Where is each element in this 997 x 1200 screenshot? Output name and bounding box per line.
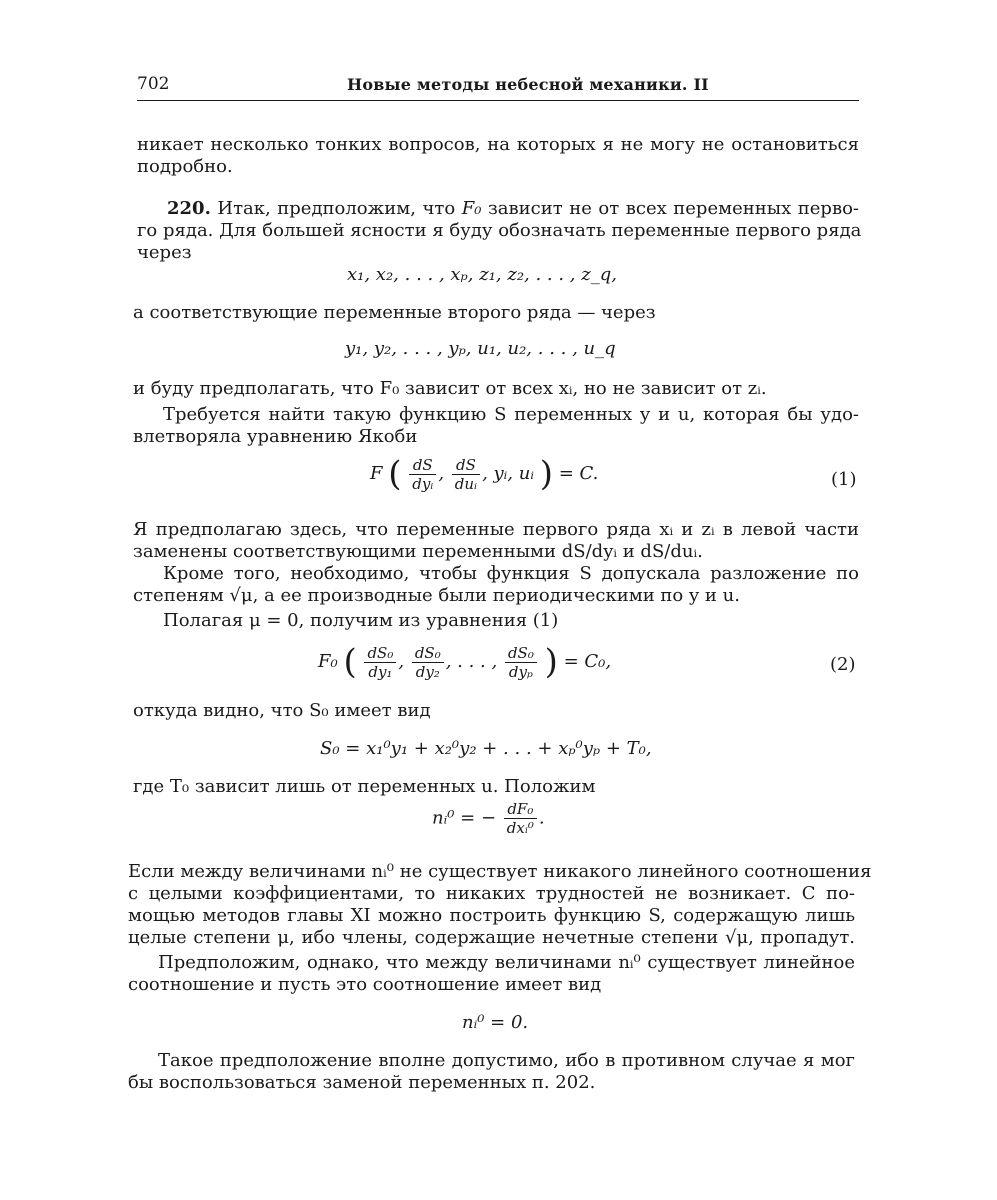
eq1-args: , yᵢ, uᵢ [482,463,534,484]
eq2-den-1: dy₁ [368,662,393,681]
eq1-den-2: duᵢ [454,474,478,493]
text-where: где T₀ зависит лишь от переменных u. Положим [133,776,596,797]
eq1-frac-1 [409,456,436,493]
intro-line-1: никает несколько тонких вопросов, на которых я не могу не остановиться [137,134,859,155]
eqn-den: dxᵢ⁰ [506,819,534,837]
eq1-rhs: = C. [558,463,599,484]
eqn-end: . [538,807,545,829]
eq2-F0: F₀ [318,651,338,672]
final-line-1: Такое предположение вполне допустимо, ибо в противном случае я мог [158,1050,855,1071]
section-number: 220. [167,198,211,219]
eq2-frac-2 [412,644,444,681]
section-line-1-b: зависит не от всех переменных перво- [487,198,859,219]
section-220 [137,198,862,264]
jacobi-paragraph [133,404,859,448]
eq1-F: F [370,463,383,484]
formula-n-zero: nᵢ⁰ = 0. [462,1012,529,1033]
eq1-frac-2 [452,456,480,493]
text-hence: откуда видно, что S₀ имеет вид [133,700,431,721]
besides-paragraph [133,563,859,607]
suppose-line-1: Предположим, однако, что между величинами nᵢ⁰ существует линейное [158,952,855,973]
running-title: Новые методы небесной механики. II [347,75,709,94]
equation-n-definition [432,800,545,837]
text-depends: и буду предполагать, что F₀ зависит от всех xᵢ, но не зависит от zᵢ. [133,378,767,399]
assume-paragraph [133,519,859,563]
eq2-den-2: dy₂ [415,662,440,681]
section-line-3: через [137,242,192,263]
eq2-num-2: dS₀ [412,644,444,663]
header-rule [137,100,859,101]
if-line-2: с целыми коэффициентами, то никаких трудностей не возникает. С по- [128,883,855,904]
assume-line-1: Я предполагаю здесь, что переменные первого ряда xᵢ и zᵢ в левой части [133,519,859,540]
eq2-num-p: dS₀ [505,644,537,663]
suppose-paragraph [128,952,855,996]
page-number: 702 [137,74,170,94]
if-paragraph [128,861,872,949]
eq2-dots: , . . . , [445,651,498,672]
text-mu-zero: Полагая μ = 0, получим из уравнения (1) [163,610,559,631]
formula-y-variables: y₁, y₂, . . . , yₚ, u₁, u₂, . . . , u_q [345,338,616,359]
eq1-close-paren: ) [539,454,553,494]
final-line-2: бы воспользоваться заменой переменных п. 202. [128,1072,596,1093]
jacobi-line-2: влетворяла уравнению Якоби [133,426,418,447]
text-second-row: а соответствующие переменные второго ряда — через [133,302,656,323]
eq2-num-1: dS₀ [364,644,396,663]
suppose-line-2: соотношение и пусть это соотношение имеет вид [128,974,602,995]
final-paragraph [128,1050,855,1094]
section-line-1 [137,198,859,220]
running-header [137,74,859,102]
section-line-1-a: Итак, предположим, что [217,198,456,219]
eq1-den-1: dyᵢ [412,474,434,493]
eq2-open-paren: ( [343,642,357,682]
eq1-open-paren: ( [388,454,402,494]
eqn-lhs: nᵢ⁰ = − [432,807,497,829]
equation-2: F₀ ( $\frac{\text{dS₀}}{\text{dy₁}}$ , $\frac{\text{dS₀}}{\text{dy₂}}$ , . . . , $\frac{\text{dS₀}}{\text{dyₚ}}$ ) = C₀, [318,642,612,682]
f0-symbol: F₀ [461,198,482,219]
eqn-frac [504,800,537,837]
if-line-3: мощью методов главы XI можно построить функцию S, содержащую лишь [128,905,855,926]
equation-2-label: (2) [830,654,856,675]
assume-line-2: заменены соответствующими переменными dS/dyᵢ и dS/duᵢ. [133,541,703,562]
if-line-4: целые степени μ, ибо члены, содержащие нечетные степени √μ, пропадут. [128,927,855,948]
formula-S0: S₀ = x₁⁰y₁ + x₂⁰y₂ + . . . + xₚ⁰yₚ + T₀, [320,738,652,759]
equation-1: F ( $\frac{dS}{\text{dyᵢ}}$ , $\frac{dS}{\text{duᵢ}}$ , yᵢ, uᵢ ) = C. [370,454,599,494]
eq2-frac-1 [364,644,396,681]
eq2-rhs: = C₀, [563,651,612,672]
formula-x-variables: x₁, x₂, . . . , xₚ, z₁, z₂, . . . , z_q, [347,264,617,285]
equation-1-label: (1) [831,469,857,490]
eq2-den-p: dyₚ [508,662,533,681]
eq1-num-2: dS [452,456,480,475]
besides-line-2: степеням √μ, а ее производные были периодическими по y и u. [133,585,740,606]
eq2-close-paren: ) [544,642,558,682]
eq1-num-1: dS [409,456,436,475]
intro-paragraph [137,134,859,178]
intro-line-2: подробно. [137,156,233,177]
section-line-2: го ряда. Для большей ясности я буду обозначать переменные первого ряда [137,220,862,241]
besides-line-1: Кроме того, необходимо, чтобы функция S допускала разложение по [163,563,859,584]
if-line-1: Если между величинами nᵢ⁰ не существует никакого линейного соотношения [128,861,872,882]
eq2-frac-p [505,644,537,681]
eqn-num: dF₀ [504,800,537,819]
jacobi-line-1: Требуется найти такую функцию S переменных y и u, которая бы удо- [163,404,859,425]
